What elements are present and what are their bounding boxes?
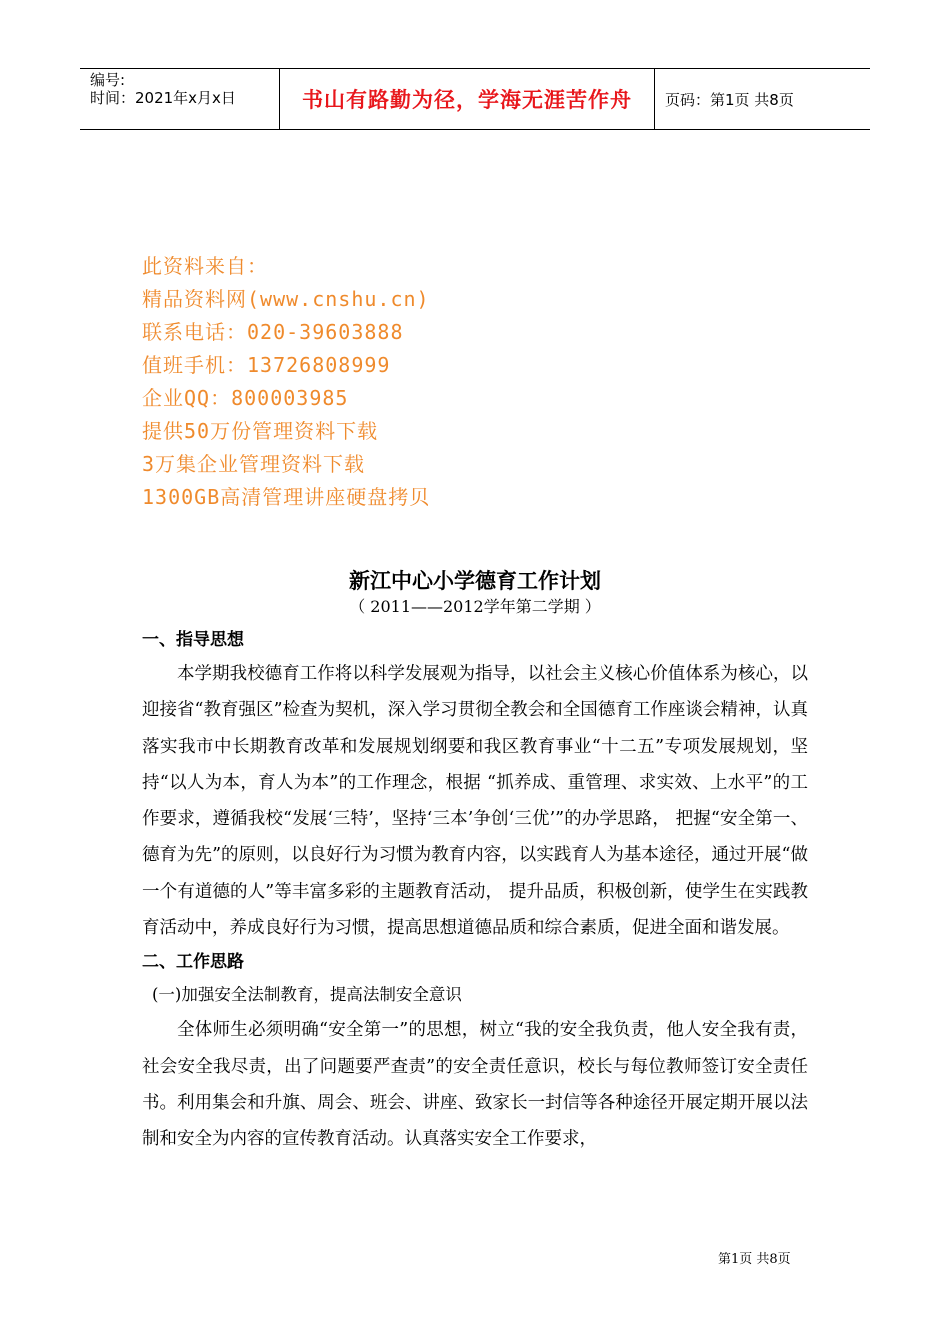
promo-line: 3万集企业管理资料下载 [142, 452, 366, 476]
promo-line: 企业QQ：800003985 [142, 386, 349, 410]
time-label: 时间：2021年x月x日 [90, 89, 236, 107]
header-meta [80, 69, 280, 129]
promo-block [142, 250, 430, 514]
document-body [142, 624, 808, 1158]
document-subtitle: （ 2011——2012学年第二学期 ） [349, 597, 601, 616]
header-page-number: 页码：第1页 共8页 [665, 90, 794, 109]
page-footer: 第1页 共8页 [718, 1252, 791, 1267]
section-heading: 二、工作思路 [142, 952, 244, 973]
motto-text: 书山有路勤为径，学海无涯苦作舟 [302, 88, 632, 112]
paragraph: 本学期我校德育工作将以科学发展观为指导，以社会主义核心价值体系为核心，以迎接省“教育强区”检查为契机，深入学习贯彻全教会和全国德育工作座谈会精神，认真落实我市中长期教育改革和发展规划纲要和我区教育事业“十二五”专项发展规划，坚持“以人为本，育人为本”的工作理念，根据 “抓养成、重管理、求实效、上水平”的工作要求，遵循我校“发展‘三特’，坚持‘三本’争创‘三优’”的办学思路， 把握“安全第一、德育为先”的原则，以良好行为习惯为教育内容，以实践育人为基本途径，通过开展“做一个有道德的人”等丰富多彩的主题教育活动， 提升品质，积极创新，使学生在实践教育活动中，养成良好行为习惯，提高思想道德品质和综合素质，促进全面和谐发展。 [142, 664, 808, 939]
number-label: 编号: [90, 71, 126, 89]
promo-line: 此资料来自： [142, 254, 268, 278]
promo-line: 精品资料网(www.cnshu.cn) [142, 287, 430, 311]
page-header [80, 68, 870, 130]
paragraph: 全体师生必须明确“安全第一”的思想，树立“我的安全我负责，他人安全我有责，社会安全我尽责，出了问题要严查责”的安全责任意识，校长与每位教师签订安全责任书。利用集会和升旗、周会、班会、讲座、致家长一封信等各种途径开展定期开展以法制和安全为内容的宣传教育活动。认真落实安全工作要求， [142, 1020, 808, 1150]
promo-line: 1300GB高清管理讲座硬盘拷贝 [142, 485, 431, 509]
document-title: 新江中心小学德育工作计划 [349, 569, 601, 593]
subsection-heading: (一)加强安全法制教育，提高法制安全意识 [152, 985, 462, 1005]
section-heading: 一、指导思想 [142, 630, 244, 650]
promo-line: 值班手机：13726808999 [142, 353, 391, 377]
promo-line: 提供50万份管理资料下载 [142, 419, 379, 443]
header-motto [280, 69, 655, 129]
promo-line: 联系电话：020-39603888 [142, 320, 404, 344]
